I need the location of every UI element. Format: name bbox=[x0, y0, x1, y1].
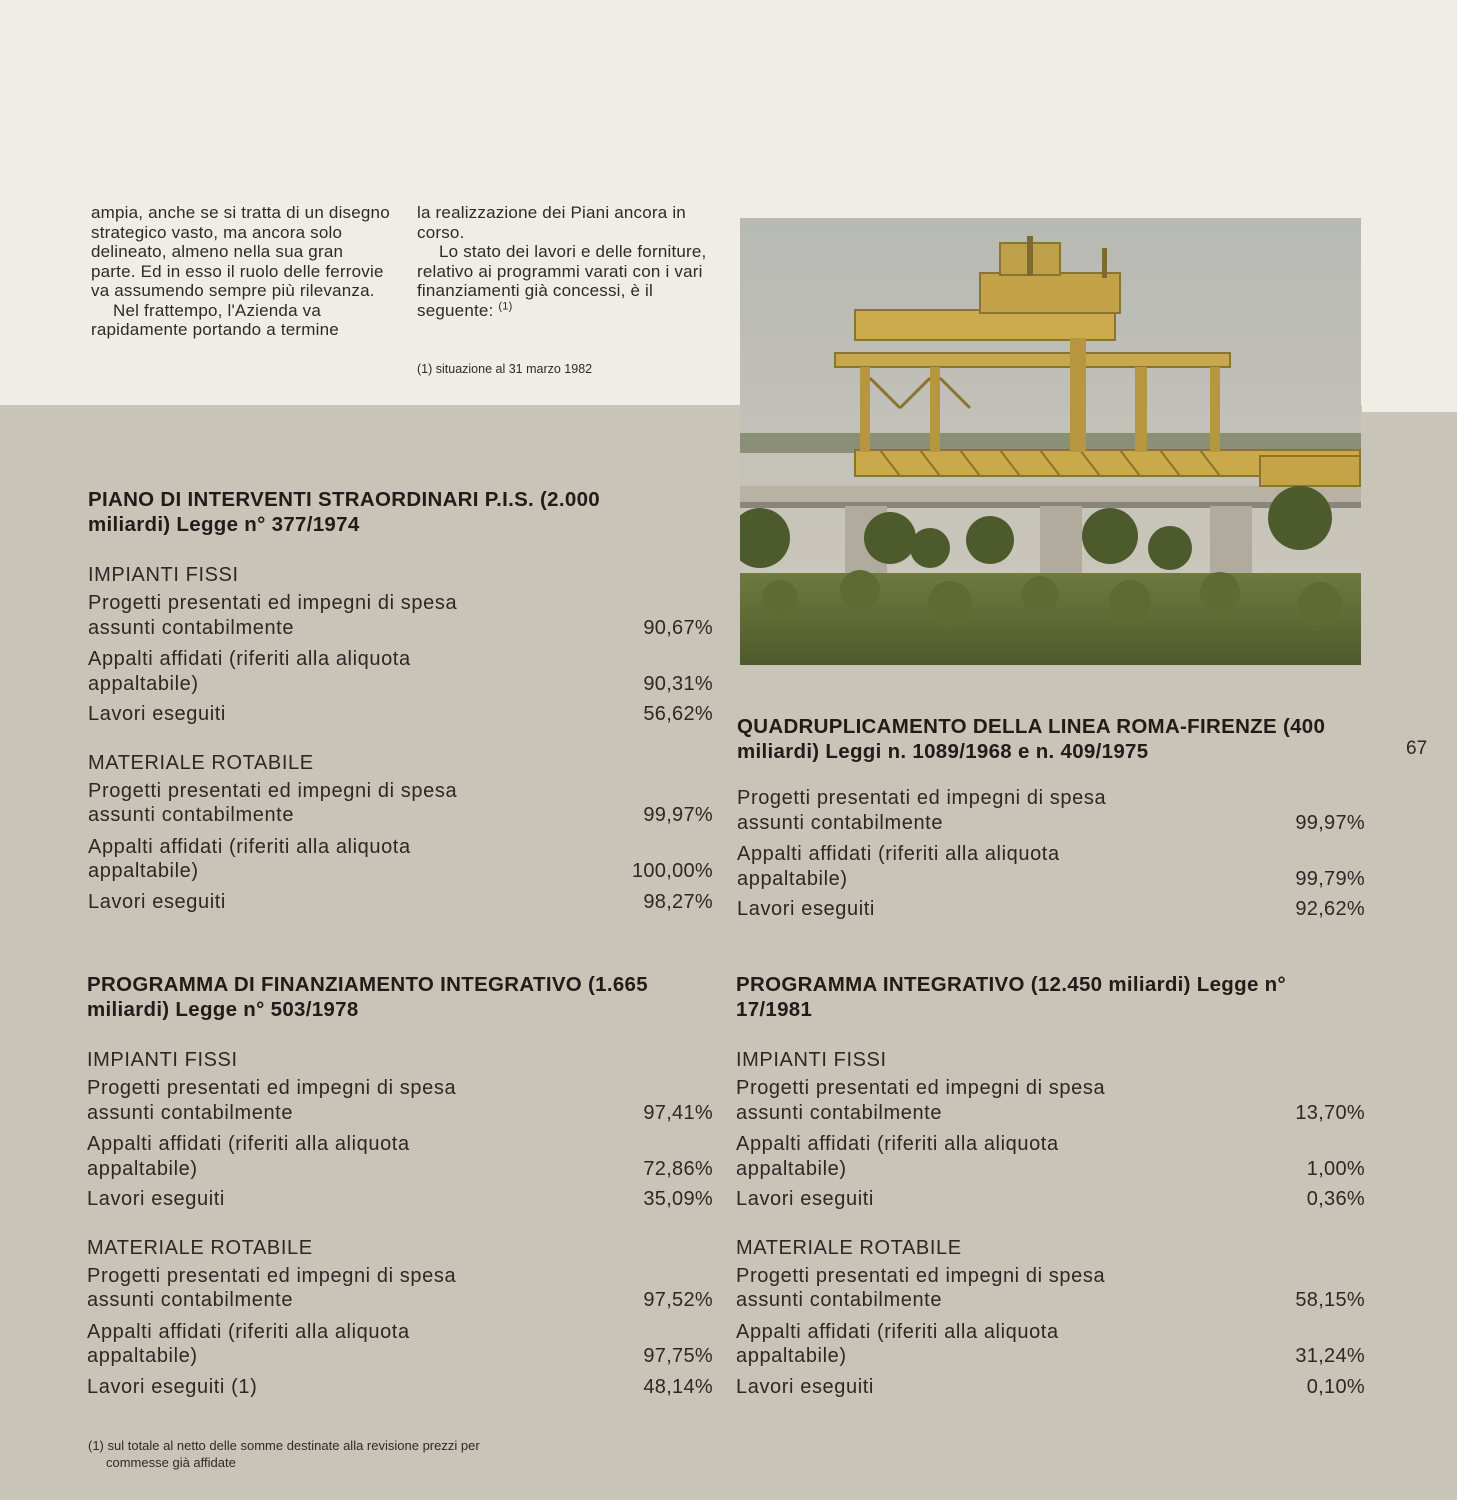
footnote-ref: (1) bbox=[498, 299, 513, 312]
row-value: 98,27% bbox=[643, 890, 713, 913]
row-label: Progetti presentati ed impegni di spesa assunti contabilmente bbox=[87, 1264, 457, 1311]
intro-column-2 bbox=[417, 203, 722, 320]
row-value: 56,62% bbox=[643, 703, 713, 725]
section-title: QUADRUPLICAMENTO DELLA LINEA ROMA-FIRENZE (400 miliardi) Leggi n. 1089/1968 e n. 409/1975 bbox=[737, 715, 1326, 763]
footnote-line: (1) sul totale al netto delle somme destinate alla revisione prezzi per bbox=[88, 1438, 480, 1453]
table-row bbox=[87, 1132, 713, 1181]
group-heading: IMPIANTI FISSI bbox=[736, 1049, 887, 1071]
table-row bbox=[87, 1264, 713, 1313]
group-heading: IMPIANTI FISSI bbox=[88, 564, 239, 586]
row-label: Progetti presentati ed impegni di spesa assunti contabilmente bbox=[87, 1077, 457, 1124]
table-row bbox=[736, 1132, 1365, 1181]
table-row bbox=[87, 1375, 713, 1400]
row-label: Appalti affidati (riferiti alla aliquota appaltabile) bbox=[736, 1320, 1059, 1367]
table-row bbox=[88, 591, 713, 640]
row-value: 99,79% bbox=[1295, 867, 1365, 890]
row-label: Appalti affidati (riferiti alla aliquota appaltabile) bbox=[88, 648, 411, 695]
section-programma-integrativo bbox=[736, 972, 1365, 1399]
row-value: 0,36% bbox=[1306, 1188, 1365, 1210]
row-value: 13,70% bbox=[1295, 1101, 1365, 1124]
row-label: Lavori eseguiti bbox=[88, 890, 226, 913]
group-heading: MATERIALE ROTABILE bbox=[87, 1236, 313, 1259]
table-row bbox=[737, 786, 1365, 835]
row-label: Appalti affidati (riferiti alla aliquota appaltabile) bbox=[88, 835, 411, 882]
table-row bbox=[736, 1320, 1365, 1369]
intro-paragraph: la realizzazione dei Piani ancora in corso. bbox=[417, 203, 686, 242]
table-row bbox=[87, 1076, 713, 1125]
row-label: Appalti affidati (riferiti alla aliquota appaltabile) bbox=[87, 1133, 410, 1180]
construction-photo bbox=[740, 218, 1361, 665]
row-value: 99,97% bbox=[643, 804, 713, 826]
row-value: 0,10% bbox=[1306, 1375, 1365, 1398]
row-value: 72,86% bbox=[643, 1157, 713, 1180]
table-row bbox=[88, 779, 713, 828]
table-row bbox=[737, 897, 1365, 922]
table-row bbox=[88, 647, 713, 696]
section-roma-firenze bbox=[737, 714, 1365, 922]
row-label: Appalti affidati (riferiti alla aliquota appaltabile) bbox=[737, 843, 1060, 890]
row-label: Progetti presentati ed impegni di spesa assunti contabilmente bbox=[736, 1264, 1106, 1311]
row-label: Appalti affidati (riferiti alla aliquota appaltabile) bbox=[736, 1133, 1059, 1180]
table-row bbox=[736, 1264, 1365, 1313]
table-row bbox=[736, 1375, 1365, 1400]
intro-paragraph: Nel frattempo, l'Azienda va rapidamente portando a termine bbox=[91, 300, 339, 339]
row-value: 90,31% bbox=[643, 672, 713, 695]
row-label: Lavori eseguiti bbox=[737, 898, 875, 920]
row-value: 97,75% bbox=[643, 1345, 713, 1367]
bottom-footnote bbox=[88, 1437, 480, 1471]
group-heading: IMPIANTI FISSI bbox=[87, 1049, 238, 1071]
intro-paragraph: ampia, anche se si tratta di un disegno strategico vasto, ma ancora solo delineato, almeno nella sua gran parte. Ed in esso il ruolo delle ferrovie va assumendo sempre più rilevanza. bbox=[91, 203, 390, 300]
row-label: Progetti presentati ed impegni di spesa assunti contabilmente bbox=[88, 779, 458, 826]
section-pis bbox=[88, 487, 713, 914]
page-number: 67 bbox=[1406, 738, 1428, 759]
row-value: 99,97% bbox=[1295, 811, 1365, 834]
footnote-line: commesse già affidate bbox=[106, 1455, 236, 1470]
table-row bbox=[736, 1076, 1365, 1125]
table-row bbox=[737, 842, 1365, 891]
row-value: 97,41% bbox=[643, 1101, 713, 1124]
row-value: 58,15% bbox=[1295, 1289, 1365, 1311]
row-value: 97,52% bbox=[643, 1289, 713, 1311]
right-margin-strip bbox=[1362, 0, 1457, 412]
section-title: PROGRAMMA DI FINANZIAMENTO INTEGRATIVO (1.665 miliardi) Legge n° 503/1978 bbox=[87, 973, 648, 1021]
row-value: 35,09% bbox=[643, 1188, 713, 1210]
row-value: 90,67% bbox=[643, 616, 713, 639]
row-label: Progetti presentati ed impegni di spesa assunti contabilmente bbox=[88, 592, 458, 639]
row-value: 100,00% bbox=[631, 860, 713, 882]
table-row bbox=[736, 1187, 1365, 1212]
group-heading: MATERIALE ROTABILE bbox=[88, 751, 314, 774]
row-label: Lavori eseguiti bbox=[87, 1188, 225, 1210]
section-finanziamento-integrativo bbox=[87, 972, 713, 1399]
row-value: 31,24% bbox=[1295, 1345, 1365, 1367]
row-label: Lavori eseguiti (1) bbox=[87, 1375, 258, 1398]
row-label: Appalti affidati (riferiti alla aliquota appaltabile) bbox=[87, 1320, 410, 1367]
intro-paragraph bbox=[417, 242, 722, 320]
table-row bbox=[88, 702, 713, 727]
row-label: Progetti presentati ed impegni di spesa assunti contabilmente bbox=[737, 787, 1107, 834]
row-label: Progetti presentati ed impegni di spesa assunti contabilmente bbox=[736, 1077, 1106, 1124]
row-value: 1,00% bbox=[1306, 1157, 1365, 1180]
section-title: PROGRAMMA INTEGRATIVO (12.450 miliardi) Legge n° 17/1981 bbox=[736, 973, 1286, 1021]
photo-illustration bbox=[740, 218, 1361, 665]
row-label: Lavori eseguiti bbox=[736, 1188, 874, 1210]
intro-column-1 bbox=[91, 203, 391, 340]
row-label: Lavori eseguiti bbox=[88, 703, 226, 725]
row-value: 48,14% bbox=[643, 1375, 713, 1398]
table-row bbox=[88, 890, 713, 915]
table-row bbox=[87, 1187, 713, 1212]
row-label: Lavori eseguiti bbox=[736, 1375, 874, 1398]
intro-footnote: (1) situazione al 31 marzo 1982 bbox=[417, 362, 593, 376]
group-heading: MATERIALE ROTABILE bbox=[736, 1236, 962, 1259]
intro-text: Lo stato dei lavori e delle forniture, relativo ai programmi varati con i vari finanziamenti già concessi, è il seguente: bbox=[417, 242, 707, 320]
table-row bbox=[87, 1320, 713, 1369]
row-value: 92,62% bbox=[1295, 898, 1365, 920]
table-row bbox=[88, 835, 713, 884]
section-title: PIANO DI INTERVENTI STRAORDINARI P.I.S. (2.000 miliardi) Legge n° 377/1974 bbox=[88, 488, 600, 536]
